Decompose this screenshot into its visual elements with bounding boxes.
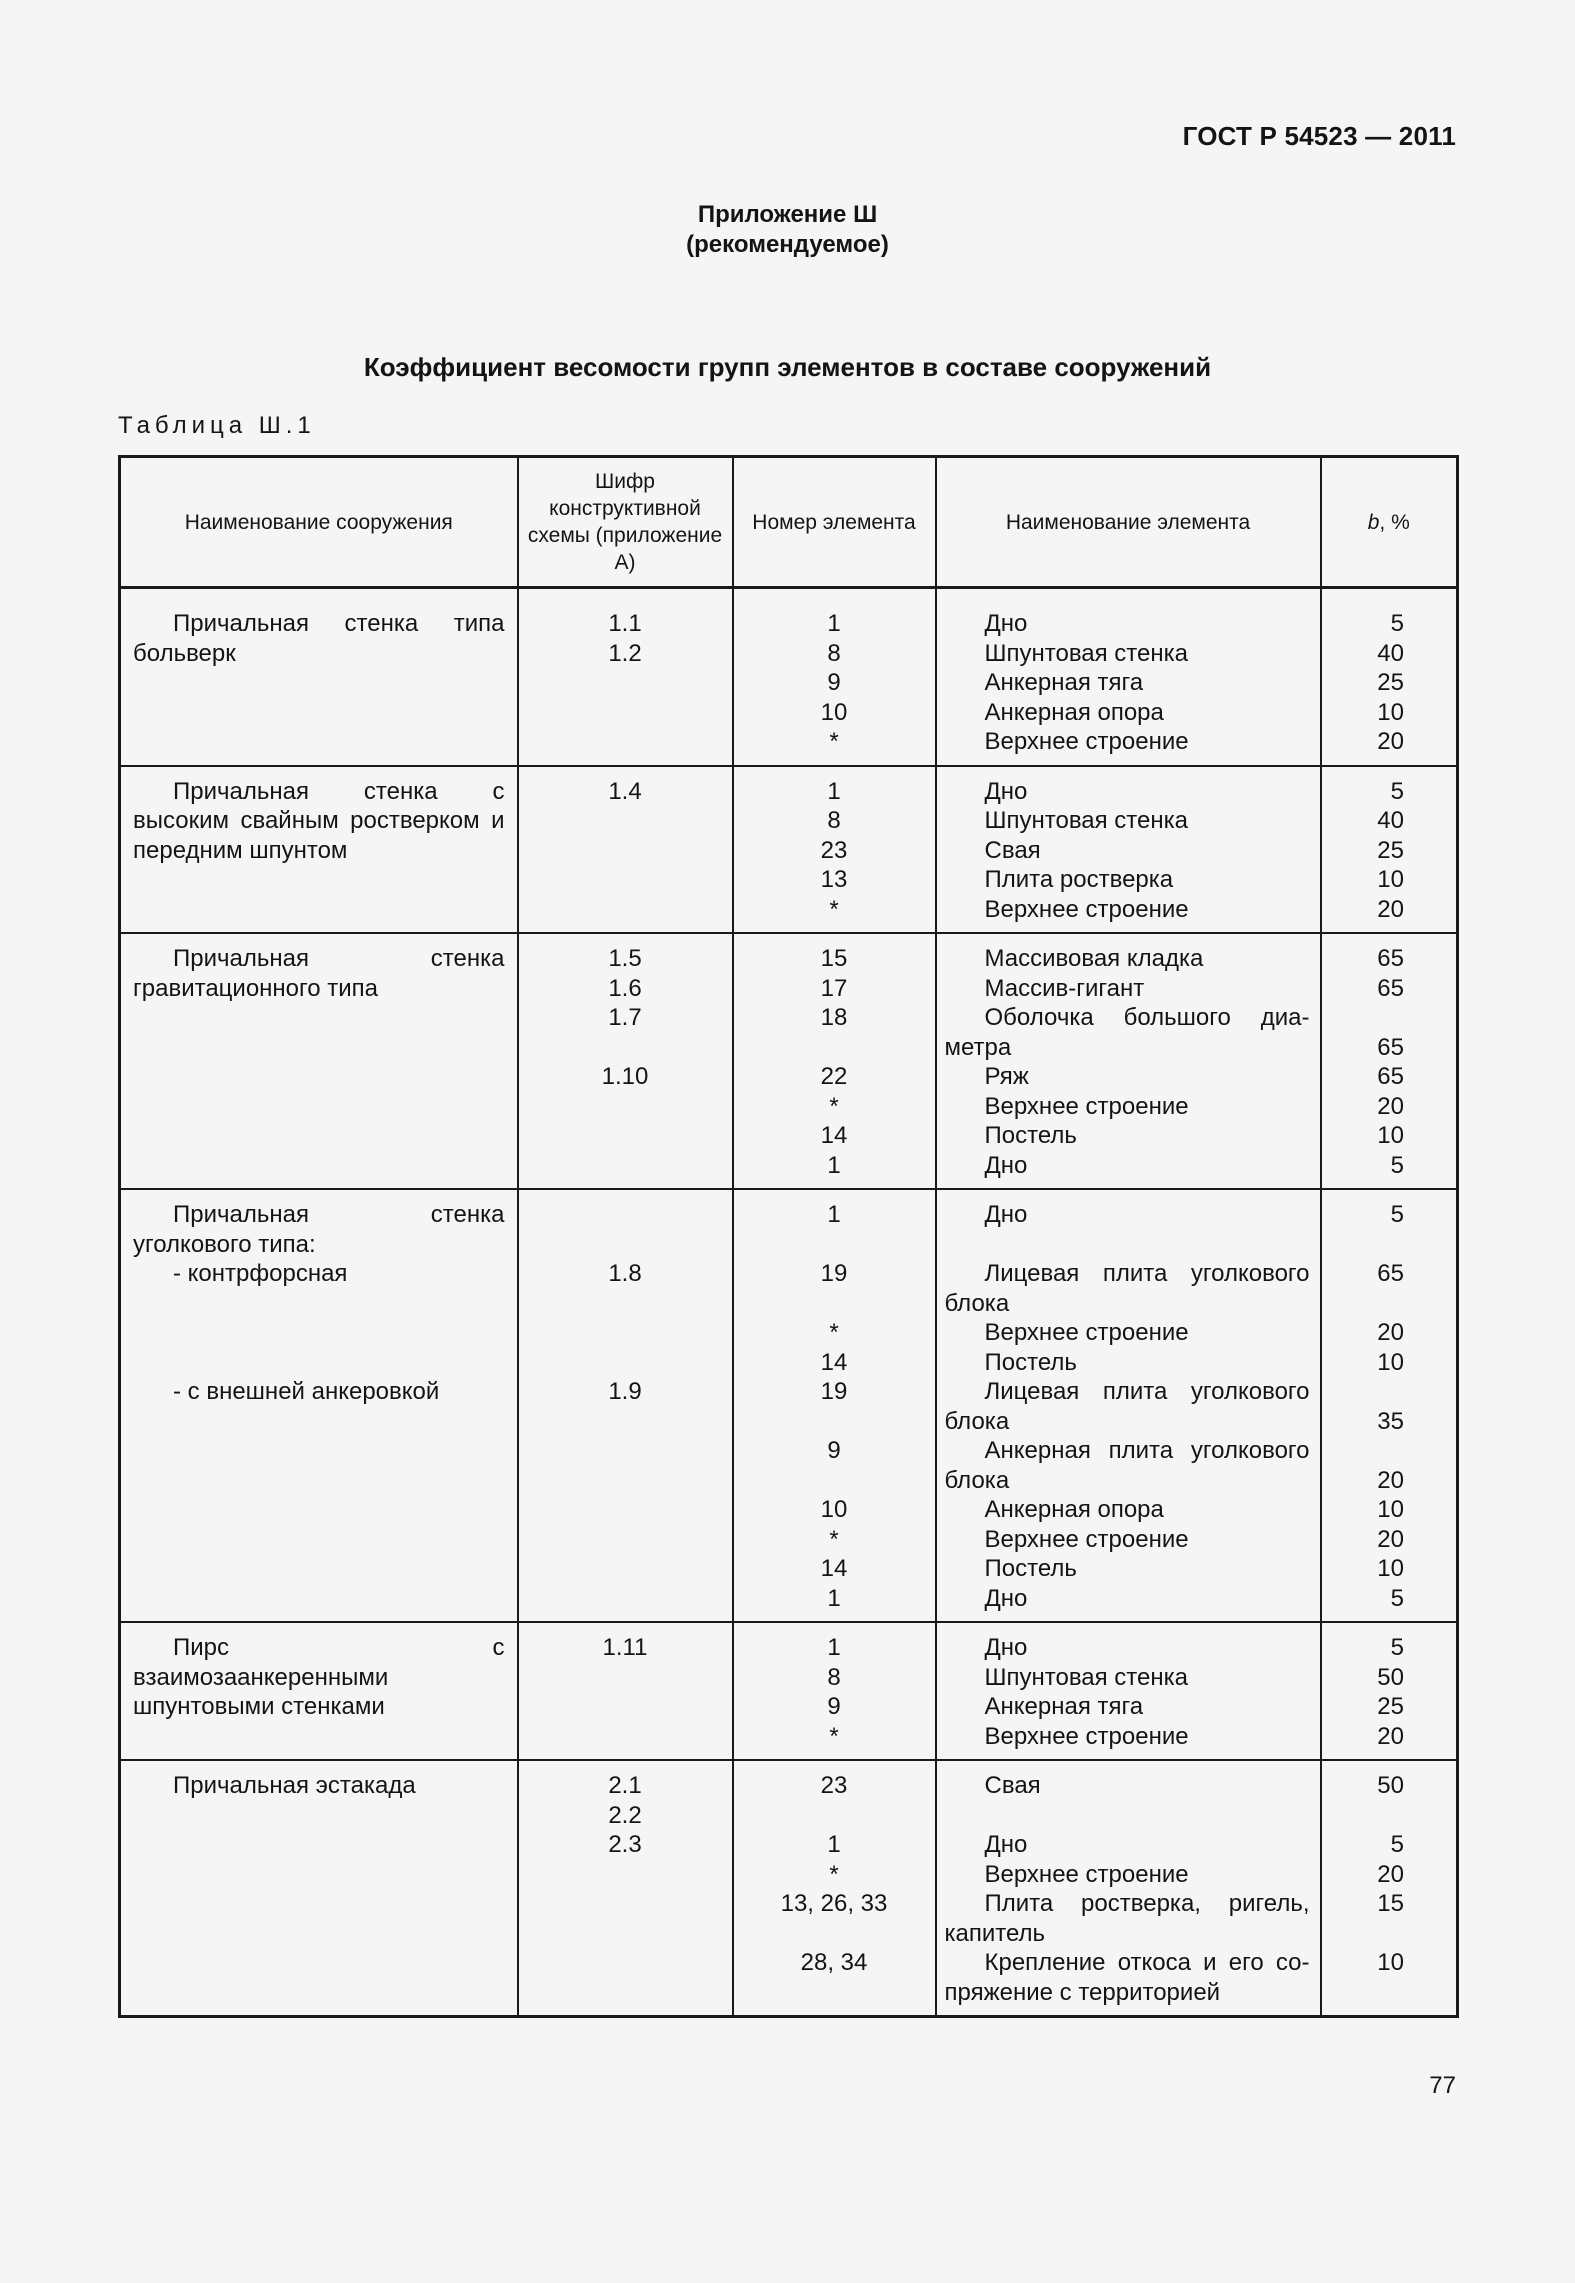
- structure-row: [120, 1760, 1458, 2017]
- structure-row: [120, 1622, 1458, 1760]
- weight-value: 10: [1377, 1555, 1404, 1582]
- element-number: *: [829, 1722, 839, 1750]
- element-name: Постель: [984, 1348, 1077, 1376]
- scheme-code-cell: [518, 1189, 733, 1622]
- structure-row: [120, 599, 1458, 766]
- element-name-continuation: капитель: [944, 1919, 1046, 1947]
- structure-name: Причальная стенка типа больверк: [133, 610, 505, 667]
- annex-title: Приложение Ш: [697, 201, 878, 228]
- element-name: Верхнее строение: [984, 1092, 1189, 1120]
- scheme-code: 2.3: [608, 1831, 642, 1858]
- element-name: Верхнее строение: [984, 1860, 1189, 1888]
- structure-name-cell: [120, 599, 518, 766]
- weight-cell: [1321, 766, 1458, 934]
- weight-symbol: b: [1367, 510, 1380, 534]
- element-number: 1: [827, 610, 841, 637]
- element-name: Верхнее строение: [984, 1722, 1189, 1750]
- element-name: Дно: [984, 777, 1028, 805]
- weight-cell: [1321, 599, 1458, 766]
- element-number: 17: [820, 974, 848, 1002]
- scheme-code: 1.11: [602, 1634, 648, 1661]
- element-number: 18: [820, 1004, 848, 1031]
- weight-value: 65: [1377, 1260, 1404, 1287]
- scheme-code-cell: [518, 599, 733, 766]
- element-number: *: [829, 895, 839, 923]
- weight-value: 20: [1377, 895, 1404, 923]
- element-name: Анкерная опора: [984, 698, 1164, 726]
- element-number: 8: [827, 807, 841, 834]
- weight-value: 25: [1377, 1693, 1404, 1720]
- structure-name-cell: [120, 1622, 518, 1760]
- element-name: Анкерная опора: [984, 1496, 1164, 1523]
- weight-value: 15: [1377, 1890, 1404, 1917]
- weight-value: 10: [1377, 1122, 1404, 1149]
- element-name: Свая: [984, 1772, 1041, 1799]
- structure-row: [120, 1189, 1458, 1622]
- weight-value: 5: [1390, 1634, 1404, 1661]
- weight-value: 35: [1377, 1407, 1404, 1435]
- weight-value: 50: [1377, 1663, 1404, 1691]
- element-name: Дно: [984, 1831, 1028, 1858]
- element-name-continuation: метра: [944, 1033, 1012, 1061]
- weight-value: 50: [1377, 1772, 1404, 1799]
- element-name: Лицевая плита уголкового: [984, 1260, 1310, 1287]
- element-number: 1: [827, 1831, 841, 1858]
- scheme-code: 1.2: [608, 639, 642, 667]
- weight-value: 20: [1377, 1722, 1404, 1750]
- element-name: Шпунтовая стенка: [984, 807, 1189, 834]
- element-number: 19: [820, 1260, 848, 1287]
- weight-value: 25: [1377, 669, 1404, 696]
- element-number: 9: [827, 1693, 841, 1720]
- element-name-cell: [936, 766, 1321, 934]
- element-name: Дно: [984, 1151, 1028, 1179]
- element-name: Ряж: [984, 1063, 1029, 1090]
- element-name: Анкерная тяга: [984, 1693, 1144, 1720]
- structure-row: [120, 766, 1458, 934]
- table-body: [120, 588, 1458, 2017]
- element-name: Анкерная тяга: [984, 669, 1144, 696]
- element-number: 19: [820, 1378, 848, 1405]
- element-number: 15: [820, 945, 848, 972]
- element-number: 9: [827, 1437, 841, 1464]
- structure-name-cell: [120, 1189, 518, 1622]
- element-number: 1: [827, 1151, 841, 1179]
- element-name: Оболочка большого диа-: [984, 1004, 1310, 1031]
- element-name: Верхнее строение: [984, 895, 1189, 923]
- weight-cell: [1321, 1622, 1458, 1760]
- table-header-row: [120, 457, 1458, 588]
- weight-value: 20: [1377, 1860, 1404, 1888]
- element-name-cell: [936, 1189, 1321, 1622]
- weight-value: 20: [1377, 1525, 1404, 1553]
- element-number: 1: [827, 1201, 841, 1228]
- scheme-code: 1.4: [608, 777, 642, 805]
- weight-value: 65: [1377, 974, 1404, 1002]
- scheme-code-cell: [518, 933, 733, 1189]
- element-name: Лицевая плита уголкового: [984, 1378, 1310, 1405]
- element-number: *: [829, 1092, 839, 1120]
- element-name: Постель: [984, 1555, 1077, 1582]
- scheme-code: 1.7: [608, 1004, 642, 1031]
- weight-value: 40: [1377, 807, 1404, 834]
- element-number: 13, 26, 33: [780, 1890, 888, 1917]
- element-name-continuation: блока: [944, 1466, 1010, 1494]
- element-number: *: [829, 728, 839, 755]
- element-name: Массив-гигант: [984, 974, 1145, 1002]
- header-structure-name: Наименование сооружения: [184, 510, 453, 534]
- structure-name: Пирс с взаимозаанкеренными шпунтовыми стенками: [133, 1634, 505, 1720]
- header-scheme-code: Шифр конструктивной схемы (приложение А): [518, 457, 733, 588]
- structure-name: Причальная эстакада: [173, 1772, 416, 1799]
- element-number: 23: [820, 836, 848, 864]
- scheme-code: 1.10: [601, 1063, 649, 1090]
- element-name: Плита ростверка: [984, 866, 1174, 893]
- weight-value: 20: [1377, 1466, 1404, 1494]
- annex-subtitle: (рекомендуемое): [686, 231, 889, 258]
- scheme-code: 1.5: [608, 945, 642, 972]
- element-number-cell: [733, 933, 936, 1189]
- scheme-code: 1.1: [608, 610, 642, 637]
- element-name-continuation: блока: [944, 1289, 1010, 1317]
- page-number: 77: [1429, 2072, 1456, 2099]
- weight-value: 65: [1377, 945, 1404, 972]
- element-number: 8: [827, 639, 841, 667]
- weight-value: 10: [1377, 1949, 1404, 1976]
- element-name: Верхнее строение: [984, 1319, 1189, 1346]
- element-name: Дно: [984, 610, 1028, 637]
- scheme-code: 1.9: [608, 1378, 642, 1405]
- element-number: 14: [820, 1555, 848, 1582]
- element-number: 1: [827, 1634, 841, 1661]
- element-name: Верхнее строение: [984, 728, 1189, 755]
- weight-value: 5: [1390, 777, 1404, 805]
- element-number: *: [829, 1319, 839, 1346]
- element-number: *: [829, 1860, 839, 1888]
- weight-cell: [1321, 1189, 1458, 1622]
- scheme-code: 2.2: [608, 1801, 642, 1829]
- weight-value: 10: [1377, 698, 1404, 726]
- weight-value: 20: [1377, 728, 1404, 755]
- element-name: Дно: [984, 1201, 1028, 1228]
- scheme-code-cell: [518, 1622, 733, 1760]
- weight-unit: , %: [1379, 510, 1410, 534]
- element-number: 9: [827, 669, 841, 696]
- element-name: Анкерная плита уголкового: [984, 1437, 1310, 1464]
- element-number: 22: [820, 1063, 848, 1090]
- element-name-cell: [936, 1622, 1321, 1760]
- structure-subtype: - контрфорсная: [173, 1260, 348, 1287]
- weight-value: 65: [1377, 1033, 1404, 1061]
- scheme-code: 1.6: [608, 974, 642, 1002]
- element-number-cell: [733, 1760, 936, 2017]
- scheme-code-cell: [518, 1760, 733, 2017]
- element-name: Верхнее строение: [984, 1525, 1189, 1553]
- element-number: 10: [820, 698, 848, 726]
- weight-value: 25: [1377, 836, 1404, 864]
- weight-value: 10: [1377, 1496, 1404, 1523]
- table-gap-row: [120, 588, 1458, 600]
- structure-name-cell: [120, 933, 518, 1189]
- structure-name: Причальная стенка гравитационного типа: [133, 945, 505, 1002]
- header-element-name: Наименование элемента: [936, 457, 1321, 588]
- element-number: 1: [827, 1584, 841, 1612]
- element-name: Свая: [984, 836, 1041, 864]
- document-code: ГОСТ Р 54523 — 2011: [1182, 121, 1456, 151]
- scheme-code-cell: [518, 766, 733, 934]
- weight-value: 5: [1390, 1584, 1404, 1612]
- element-number-cell: [733, 599, 936, 766]
- weight-cell: [1321, 1760, 1458, 2017]
- element-name: Постель: [984, 1122, 1077, 1149]
- table-label: Таблица Ш.1: [118, 412, 316, 439]
- element-name: Шпунтовая стенка: [984, 639, 1189, 667]
- weight-value: 10: [1377, 1348, 1404, 1376]
- structure-name: Причальная стенка с высоким свайным ростверком и передним шпунтом: [133, 777, 505, 864]
- weight-value: 5: [1390, 610, 1404, 637]
- element-number: 23: [820, 1772, 848, 1799]
- structure-name-cell: [120, 766, 518, 934]
- weight-value: 10: [1377, 866, 1404, 893]
- weight-value: 20: [1377, 1092, 1404, 1120]
- element-name: Крепление откоса и его со-: [984, 1949, 1310, 1976]
- weight-cell: [1321, 933, 1458, 1189]
- element-name: Дно: [984, 1634, 1028, 1661]
- element-name: Массивовая кладка: [984, 945, 1204, 972]
- header-weight: [1321, 457, 1458, 588]
- weight-value: 5: [1390, 1151, 1404, 1179]
- element-name-continuation: блока: [944, 1407, 1010, 1435]
- page-title: Коэффициент весомости групп элементов в составе сооружений: [363, 352, 1212, 382]
- element-number: 13: [820, 866, 848, 893]
- header-element-number: Номер элемента: [733, 457, 936, 588]
- element-name-cell: [936, 1760, 1321, 2017]
- element-name-cell: [936, 933, 1321, 1189]
- element-number: 28, 34: [800, 1949, 868, 1976]
- weight-value: 5: [1390, 1831, 1404, 1858]
- structure-row: [120, 933, 1458, 1189]
- scheme-code: 1.8: [608, 1260, 642, 1287]
- weight-value: 65: [1377, 1063, 1404, 1090]
- element-number-cell: [733, 1189, 936, 1622]
- weight-value: 5: [1390, 1201, 1404, 1228]
- element-number: 10: [820, 1496, 848, 1523]
- element-number: 14: [820, 1348, 848, 1376]
- element-name: Плита ростверка, ригель,: [984, 1890, 1310, 1917]
- element-name: Дно: [984, 1584, 1028, 1612]
- weight-value: 40: [1377, 639, 1404, 667]
- element-number: 1: [827, 777, 841, 805]
- element-number-cell: [733, 1622, 936, 1760]
- weight-value: 20: [1377, 1319, 1404, 1346]
- element-number: 8: [827, 1663, 841, 1691]
- structure-subtype: - с внешней анкеровкой: [173, 1378, 440, 1405]
- element-number: 14: [820, 1122, 848, 1149]
- element-name-cell: [936, 599, 1321, 766]
- scheme-code: 2.1: [608, 1772, 642, 1799]
- element-name: Шпунтовая стенка: [984, 1663, 1189, 1691]
- structure-name-cell: [120, 1760, 518, 2017]
- element-name-continuation: пряжение с территорией: [944, 1978, 1221, 2006]
- coefficient-table: [118, 455, 1459, 2018]
- element-number-cell: [733, 766, 936, 934]
- element-number: *: [829, 1525, 839, 1553]
- structure-name: Причальная стенка уголкового типа:: [133, 1201, 505, 1258]
